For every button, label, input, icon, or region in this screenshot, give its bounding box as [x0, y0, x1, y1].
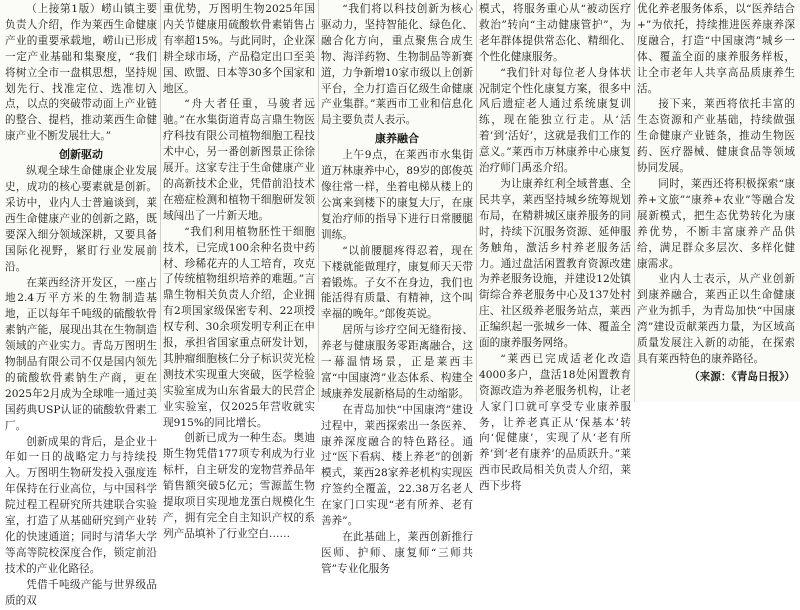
section-heading-wellness: 康养融合 — [375, 132, 419, 146]
paragraph: 居所与诊疗空间无缝衔接、养老与健康服务零距离融合，这一幕温情场景，正是莱西丰富“中国康湾”业态体系、构建全域康养发展新格局的生动缩影。 — [321, 324, 473, 400]
paragraph: 优化养老服务体系，以“医养结合+”为依托，持续推进医养康养深度融合，打造“中国康湾”城乡一体、覆盖全面的康养服务样板，让全市老年人共享高品质康养生活。 — [637, 3, 795, 95]
paragraph: 接下来，莱西将依托丰富的生态资源和产业基础，持续做强生命健康产业链条，推动生物医药、医疗器械、健康食品等领域协同发展。 — [637, 98, 795, 175]
paragraph: 重优势，万图明生物2025年国内关节健康用硫酸软骨素销售占有率超15%。与此同时，企业深耕全球市场，产品稳定出口至美国、欧盟、日本等30多个国家和地区。 — [163, 3, 315, 95]
paragraph: （上接第1版）崂山镇主要负责人介绍，作为莱西生命健康产业的重要承载地，崂山已形成一定产业基础和集聚度，“我们将树立全市一盘棋思想，坚持规划先行、找准定位、选准切入点，以点的突破带动面上产业链的整合、提档，推动莱西生命健康产业不断发展壮大。” — [5, 3, 157, 143]
paragraph: 创新成果的背后，是企业十年如一日的战略定力与持续投入。万图明生物研发投入强度连年保持在行业高位，与中国科学院过程工程研究所共建联合实验室，打造了从基础研究到产业转化的快速通道；同时与清华大学等高等院校深度合作，锁定前沿技术的产业化路径。 — [5, 435, 157, 575]
column-divider — [476, 0, 477, 402]
paragraph: “莱西已完成适老化改造4000多户，盘活18处闲置教育资源改造为养老服务机构，让老人家门口就可享受专业康养服务，让养老真正从‘保基本’转向‘促健康’，实现了从‘老有所养’到‘老有康养’的品质跃升。”莱西市民政局相关负责人介绍，莱西下步将 — [479, 352, 631, 493]
section-heading-innovation: 创新驱动 — [59, 148, 103, 162]
paragraph: 模式，将服务重心从“被动医疗救治”转向“主动健康管护”，为老年群体提供常态化、精细化、个性化健康服务。 — [479, 3, 631, 63]
paragraph: 上午9点，在莱西市水集街道万林康养中心，89岁的郎俊英像往常一样，坐着电梯从楼上的公寓来到楼下的康复大厅，在康复治疗师的指导下进行日常腰腿训练。 — [321, 149, 473, 241]
column-4 — [479, 2, 631, 493]
column-1 — [5, 2, 157, 607]
paragraph: “我们利用植物胚性干细胞技术，已完成100余种名贵中药材、珍稀花卉的人工培育，攻克了传统植物组织培养的难题。”言鼎生物相关负责人介绍，企业拥有2项国家级保密专利、22项授权专利、30余项发明专利正在申报，承担省国家重点研发计划，其肿瘤细胞核仁分子标识荧光检测技术实现重大突破，医学检验实验室成为山东省最大的民营企业实验室，仅2025年营收就实现915%的同比增长。 — [163, 225, 315, 429]
paragraph: 在青岛加快“中国康湾”建设过程中，莱西探索出一条医养、康养深度融合的特色路径。通过“医下看病、楼上养老”的创新模式，莱西28家养老机构实现医疗签约全覆盖，22.38万名老人在家门口实现“老有所养、老有善养”。 — [321, 403, 473, 528]
paragraph: 在莱西经济开发区，一座占地2.4万平方米的生物制造基地，正以每年千吨级的硫酸软骨素钠产能，展现出其在生物制造领域的产业实力。青岛万图明生物制品有限公司不仅是国内领先的硫酸软骨素钠生产商，更在2025年2月成为全球唯一通过美国药典USP认证的硫酸软骨素工厂。 — [5, 276, 157, 432]
column-2 — [163, 2, 315, 540]
paragraph: 创新已成为一种生态。奥迪斯生物凭借177项专利成为行业标杆，自主研发的宠物营养品年销售额突破5亿元；雪源蓝生物提取项目实现地龙蛋白规模化生产，拥有完全自主知识产权的系列产品填补了行业空白…… — [163, 432, 315, 540]
paragraph: 为让康养红利全域普惠、全民共享，莱西坚持城乡统筹规划布局，在精耕城区康养服务的同时，持续下沉服务资源、延伸服务触角，激活乡村养老服务活力。通过盘活闲置教育资源改建为养老服务设施，并建设12处镇街综合养老服务中心及137处村庄、社区级养老服务站点，莱西正编织起一张城乡一体、覆盖全面的康养服务网络。 — [479, 177, 631, 350]
paragraph: 纵观全球生命健康企业发展史，成功的核心要素就是创新。采访中，业内人士普遍谈到，莱西生命健康产业的创新之路，既要深入细分领域深耕，又要具备国际化视野，紧盯行业发展前沿。 — [5, 165, 157, 273]
paragraph: 在此基础上，莱西创新推行医师、护师、康复师“三师共管”专业化服务 — [321, 531, 473, 575]
paragraph: “以前腰腿疼得忍着，现在下楼就能做理疗，康复师天天带着锻炼。子女不在身边，我们也能活得有质量、有精神，这个叫幸福的晚年。”郎俊英说。 — [321, 244, 473, 321]
column-5 — [637, 2, 795, 402]
column-divider — [318, 0, 319, 402]
article-source: （来源：《青岛日报》） — [689, 370, 795, 383]
column-divider — [160, 0, 161, 402]
paragraph: 同时，莱西还将积极探索“康养+文旅”“康养+农业”等融合发展新模式，把生态优势转化为康养优势，不断丰富康养产品供给，满足群众多层次、多样化健康需求。 — [637, 177, 795, 270]
column-3 — [321, 2, 473, 575]
paragraph: “舟大者任重，马骏者远驰。”在水集街道青岛言鼎生物医疗科技有限公司植物细胞工程技术中心，另一番创新图景正徐徐展开。这家专注于生命健康产业的高新技术企业，凭借前沿技术在癌症检测和植物干细胞研发领域闯出了一片新天地。 — [163, 98, 315, 222]
paragraph: 业内人士表示，从产业创新到康养融合，莱西正以生命健康产业为抓手，为青岛加快“中国康湾”建设贡献莱西力量，为区域高质量发展注入新的动能，在探索具有莱西特色的康养路径。 — [637, 273, 795, 365]
paragraph: 凭借千吨级产能与世界级品质的双 — [5, 578, 157, 607]
paragraph: “我们针对每位老人身体状况制定个性化康复方案，很多中风后遗症老人通过系统康复训练，现在能独立行走。从‘活着’到‘活好’，这就是我们工作的意义。”莱西市万林康养中心康复治疗师门禹丞介绍。 — [479, 66, 631, 175]
column-divider — [634, 0, 635, 402]
paragraph: “我们将以科技创新为核心驱动力，坚持智能化、绿色化、融合化方向，重点聚焦合成生物、海洋药物、生物制品等新赛道，力争新增10家市级以上创新平台，全力打造百亿级生命健康产业集群。”莱西市工业和信息化局主要负责人表示。 — [321, 3, 473, 127]
